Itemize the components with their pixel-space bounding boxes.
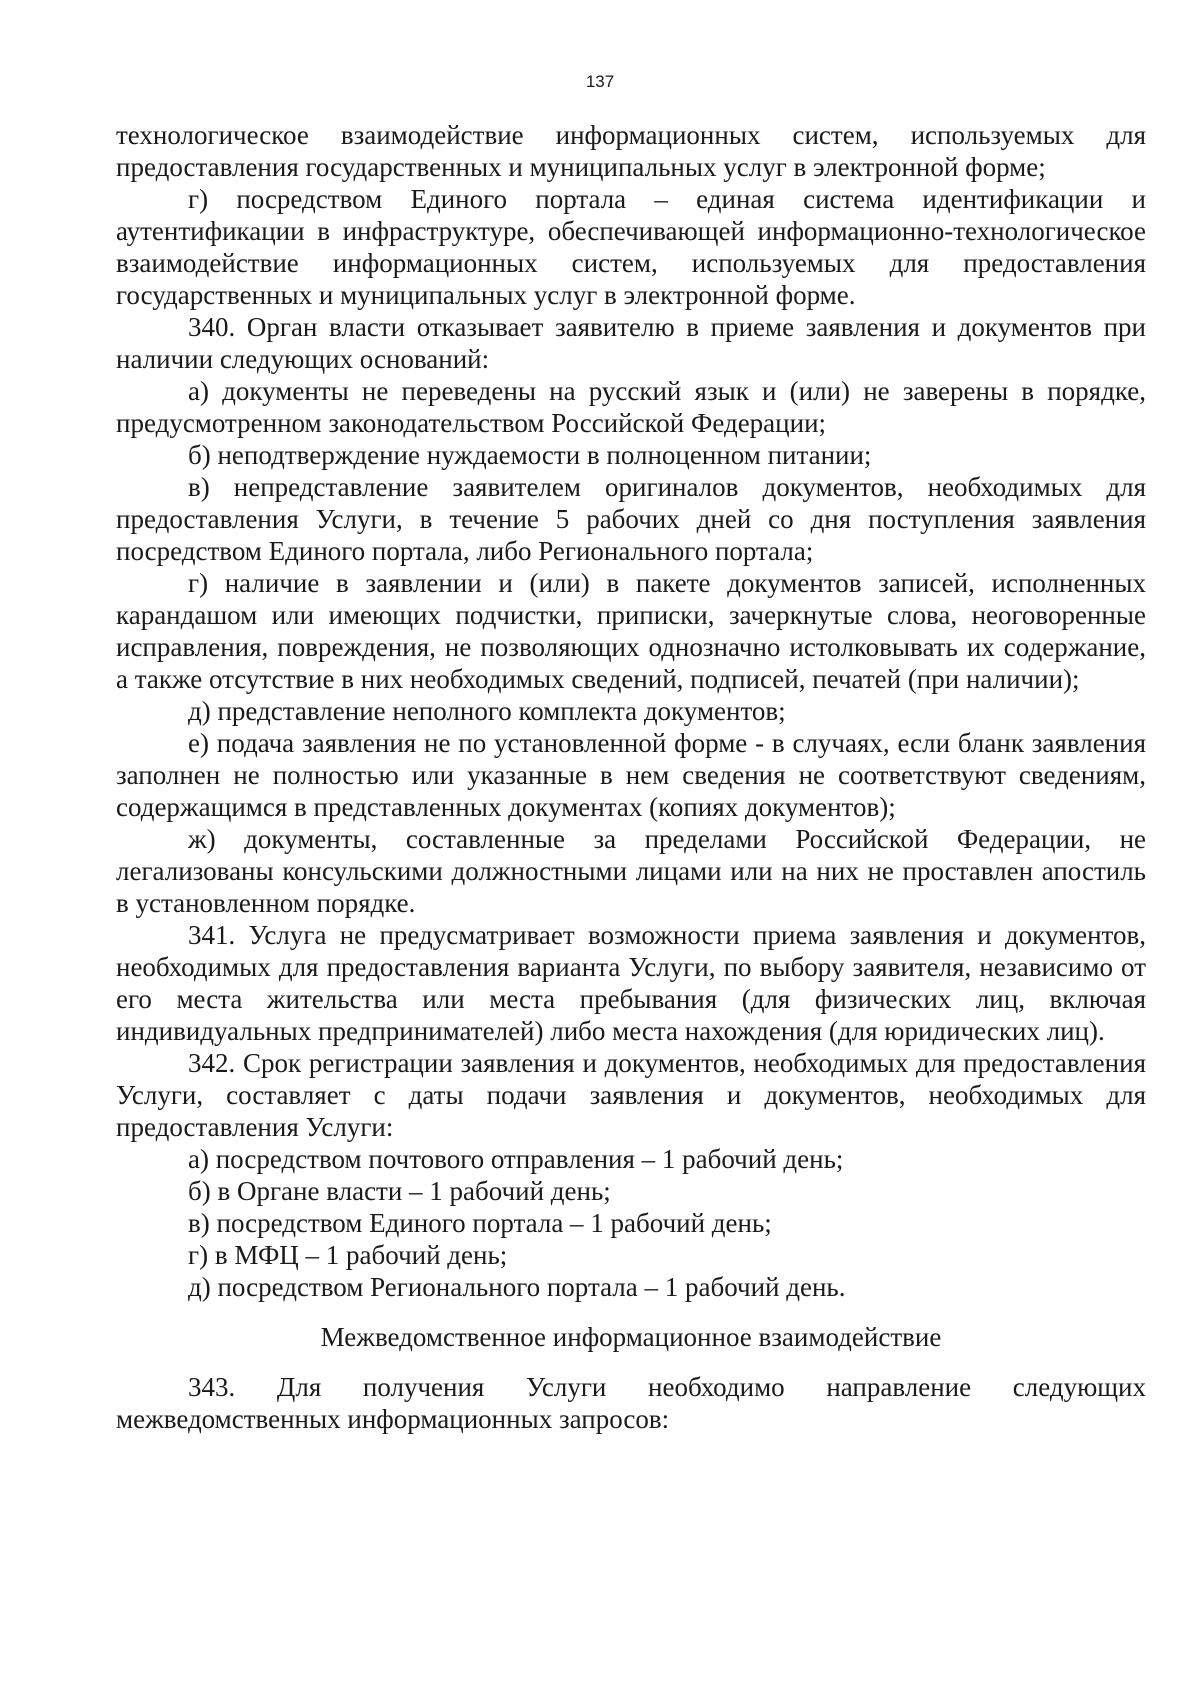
- list-item: а) документы не переведены на русский язык и (или) не заверены в порядке, предусмотренном законодательством Российской Федерации;: [116, 376, 1146, 438]
- list-item: г) посредством Единого портала – единая система идентификации и аутентификации в инфраструктуре, обеспечивающей информационно-технологическое взаимодействие информационных систем, используемых для предоставления государственных и муниципальных услуг в электронной форме.: [116, 184, 1146, 310]
- list-item: в) посредством Единого портала – 1 рабочий день;: [188, 1208, 772, 1238]
- list-item: в) непредставление заявителем оригиналов документов, необходимых для предоставления Услуги, в течение 5 рабочих дней со дня поступления заявления посредством Единого портала, либо Регионального портала;: [116, 472, 1146, 566]
- list-item: д) представление неполного комплекта документов;: [188, 696, 786, 726]
- list-item: г) наличие в заявлении и (или) в пакете документов записей, исполненных карандашом или имеющих подчистки, приписки, зачеркнутые слова, неоговоренные исправления, повреждения, не позволяющих однозначно истолковывать их содержание, а также отсутствие в них необходимых сведений, подписей, печатей (при наличии);: [116, 568, 1146, 694]
- list-item: д) посредством Регионального портала – 1 рабочий день.: [188, 1272, 846, 1302]
- list-item: б) в Органе власти – 1 рабочий день;: [188, 1176, 611, 1206]
- clause-343: 343. Для получения Услуги необходимо направление следующих межведомственных информационных запросов:: [116, 1372, 1146, 1434]
- list-item: а) посредством почтового отправления – 1 рабочий день;: [188, 1144, 844, 1174]
- list-item: б) неподтверждение нуждаемости в полноценном питании;: [188, 440, 872, 470]
- page-number: 137: [585, 72, 615, 91]
- document-body: [116, 119, 1146, 1435]
- section-heading: Межведомственное информационное взаимодействие: [320, 1322, 942, 1352]
- list-item: ж) документы, составленные за пределами Российской Федерации, не легализованы консульскими должностными лицами или на них не проставлен апостиль в установленном порядке.: [116, 824, 1146, 918]
- clause-341: 341. Услуга не предусматривает возможности приема заявления и документов, необходимых для предоставления варианта Услуги, по выбору заявителя, независимо от его места жительства или места пребывания (для физических лиц, включая индивидуальных предпринимателей) либо места нахождения (для юридических лиц).: [116, 920, 1146, 1046]
- list-item: е) подача заявления не по установленной форме - в случаях, если бланк заявления заполнен не полностью или указанные в нем сведения не соответствуют сведениям, содержащимся в представленных документах (копиях документов);: [116, 728, 1146, 822]
- clause-342: 342. Срок регистрации заявления и документов, необходимых для предоставления Услуги, составляет с даты подачи заявления и документов, необходимых для предоставления Услуги:: [116, 1048, 1146, 1142]
- paragraph: технологическое взаимодействие информационных систем, используемых для предоставления государственных и муниципальных услуг в электронной форме;: [116, 120, 1146, 182]
- list-item: г) в МФЦ – 1 рабочий день;: [188, 1240, 508, 1270]
- clause-340: 340. Орган власти отказывает заявителю в приеме заявления и документов при наличии следующих оснований:: [116, 312, 1146, 374]
